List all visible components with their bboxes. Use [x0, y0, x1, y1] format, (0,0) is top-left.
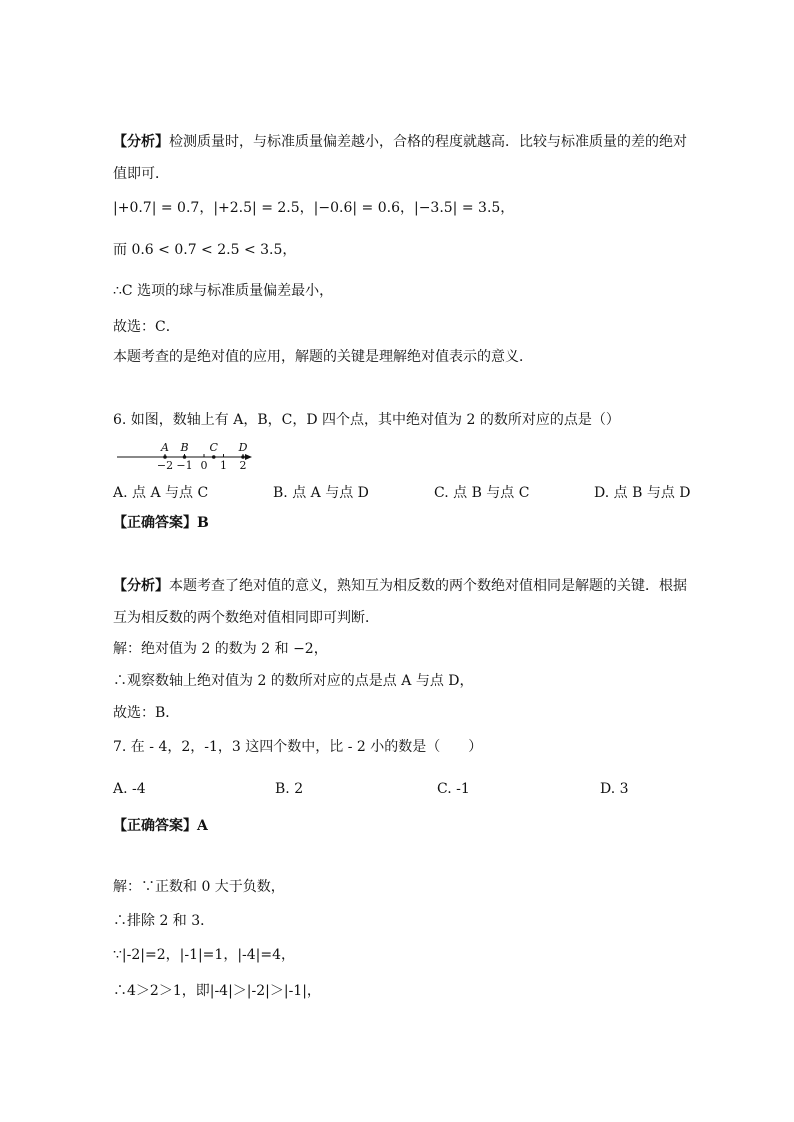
point-d-label: D [238, 441, 248, 454]
question-6-stem: 6. 如图，数轴上有 A，B，C，D 四个点，其中绝对值为 2 的数所对应的点是（） [113, 412, 620, 428]
point-c-dot [212, 455, 216, 459]
question-7-stem: 7. 在 - 4，2，-1，3 这四个数中，比 - 2 小的数是（ ） [113, 739, 483, 755]
q7-solution-2: ∴排除 2 和 3． [113, 913, 215, 929]
q7-option-b[interactable]: B. 2 [275, 781, 304, 797]
q7-solution-3: ∵|-2|=2，|-1|=1，|-4|=4， [113, 947, 296, 963]
q7-solution-4: ∴4＞2＞1，即|-4|＞|-2|＞|-1|， [113, 983, 321, 999]
q6-option-d[interactable]: D. 点 B 与点 D [594, 485, 691, 501]
comparison-line: 而 0.6 < 0.7 < 2.5 < 3.5， [113, 242, 297, 258]
q6-option-c[interactable]: C. 点 B 与点 C [434, 485, 530, 501]
q6-option-a[interactable]: A. 点 A 与点 C [113, 485, 209, 501]
q7-option-d[interactable]: D. 3 [600, 781, 629, 797]
q7-option-a[interactable]: A. -4 [113, 781, 146, 797]
point-c-label: C [209, 441, 218, 454]
tick-label: −1 [176, 459, 193, 470]
point-b-label: B [180, 441, 189, 454]
analysis-text-cont: 值即可． [113, 166, 169, 182]
q7-answer: 【正确答案】A [113, 818, 208, 834]
q6-analysis-cont: 互为相反数的两个数绝对值相同即可判断． [113, 610, 379, 626]
analysis-text: 检测质量时，与标准质量偏差越小，合格的程度就越高．比较与标准质量的差的绝对 [169, 134, 687, 150]
q7-option-c[interactable]: C. -1 [437, 781, 470, 797]
q6-analysis [113, 576, 687, 596]
q6-option-b[interactable]: B. 点 A 与点 D [273, 485, 369, 501]
conclusion-line: ∴C 选项的球与标准质量偏差最小， [113, 283, 334, 299]
q6-solution-2: ∴观察数轴上绝对值为 2 的数所对应的点是点 A 与点 D， [113, 673, 474, 689]
q6-solution-1: 解：绝对值为 2 的数为 2 和 −2， [113, 641, 328, 657]
analysis-paragraph [113, 132, 687, 152]
point-a-dot [163, 455, 167, 459]
tick-label: 2 [239, 459, 247, 470]
q7-solution-1: 解：∵正数和 0 大于负数， [113, 879, 285, 895]
point-b-dot [183, 455, 187, 459]
tick-label: 0 [200, 459, 208, 470]
choice-line: 故选：C． [113, 319, 180, 335]
number-line-figure [113, 436, 263, 470]
q6-solution-3: 故选：B． [113, 705, 180, 721]
tick-label: 1 [220, 459, 227, 470]
q6-analysis-text: 本题考查了绝对值的意义，熟知互为相反数的两个数绝对值相同是解题的关键．根据 [169, 578, 687, 594]
summary-line: 本题考查的是绝对值的应用，解题的关键是理解绝对值表示的意义． [113, 349, 533, 365]
analysis-label: 【分析】 [113, 134, 169, 150]
q6-answer: 【正确答案】B [113, 515, 209, 531]
point-d-dot [241, 455, 245, 459]
tick-label: −2 [156, 459, 174, 470]
point-a-label: A [161, 441, 169, 454]
q6-analysis-label: 【分析】 [113, 578, 169, 594]
abs-values-line: |+0.7| = 0.7，|+2.5| = 2.5，|−0.6| = 0.6，|−3.5| = 3.5， [113, 200, 515, 216]
